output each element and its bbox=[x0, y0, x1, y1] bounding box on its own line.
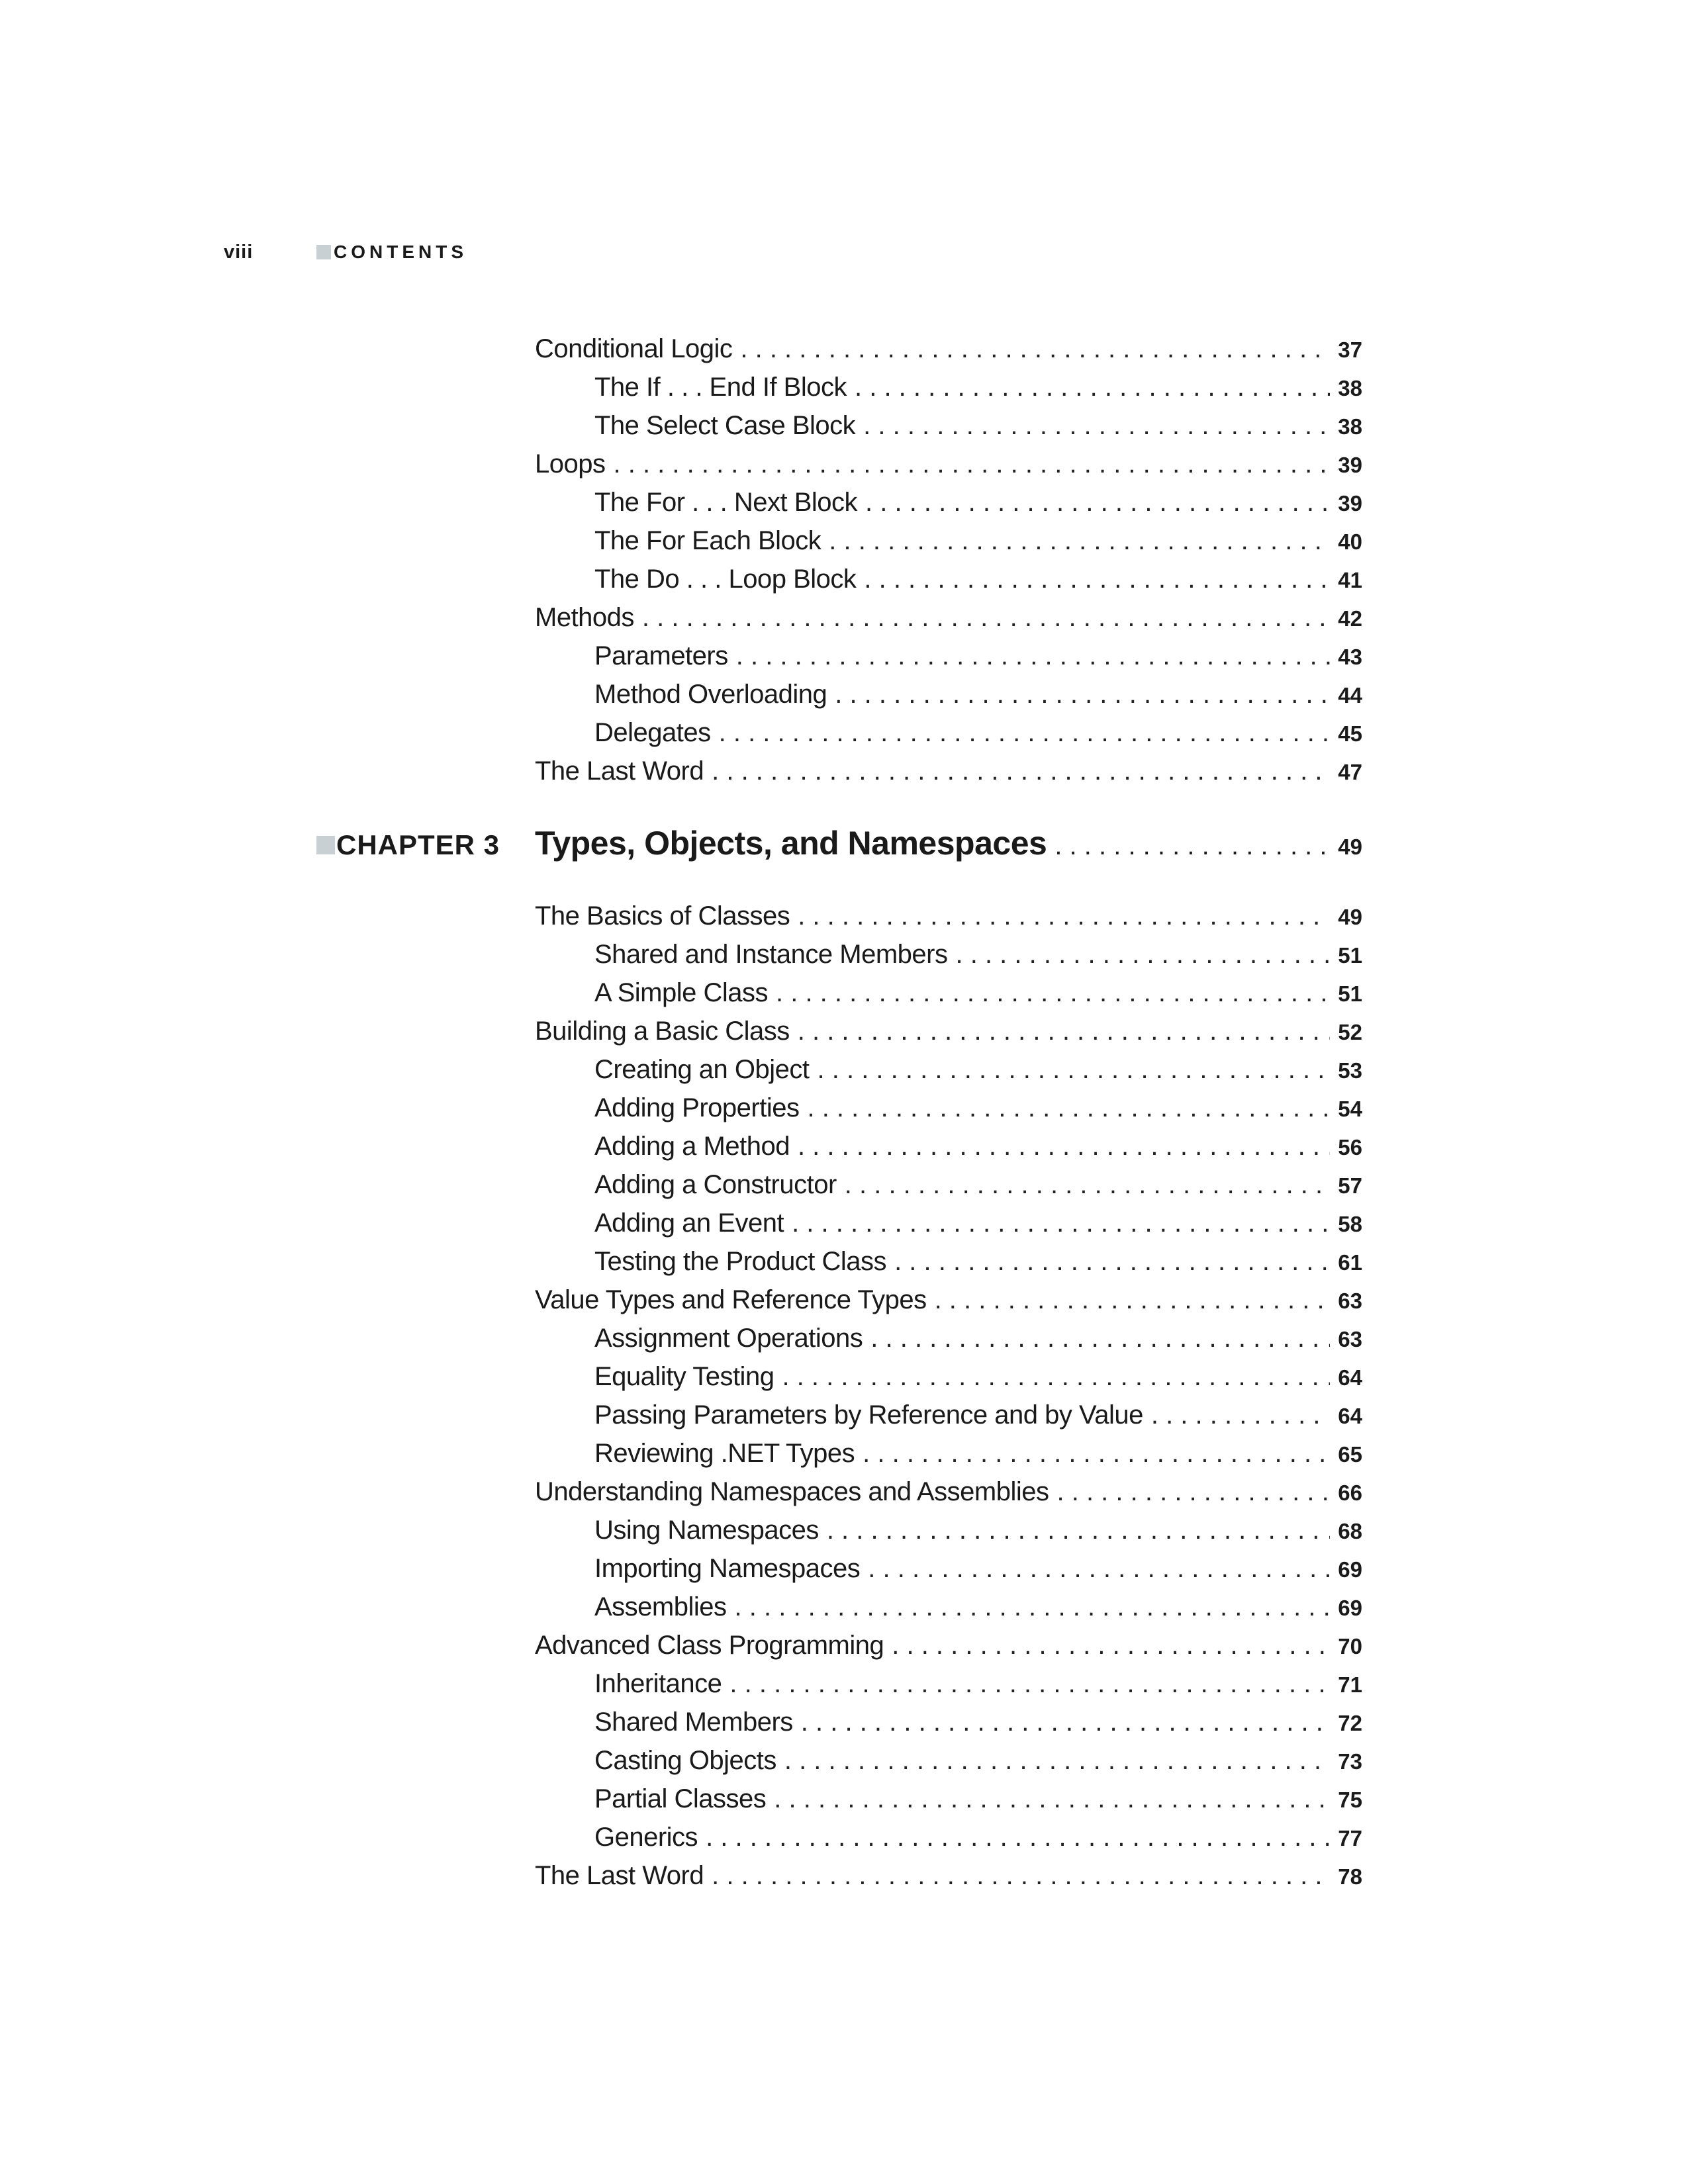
dot-leader bbox=[829, 522, 1330, 560]
toc-entry-page: 51 bbox=[1338, 943, 1362, 968]
toc-entry-page: 52 bbox=[1338, 1020, 1362, 1044]
toc-entry-page: 61 bbox=[1338, 1250, 1362, 1275]
toc-entry-title: Parameters bbox=[594, 641, 728, 670]
toc-entry bbox=[535, 974, 1362, 1012]
toc-entry-page: 39 bbox=[1338, 453, 1362, 477]
toc-entry-page: 64 bbox=[1338, 1365, 1362, 1390]
toc-entry-title: Value Types and Reference Types bbox=[535, 1285, 927, 1314]
toc-entry-title: Building a Basic Class bbox=[535, 1017, 790, 1046]
toc-section-chapter-2 bbox=[535, 330, 1362, 790]
dot-leader bbox=[807, 1089, 1330, 1127]
toc-entry bbox=[535, 1127, 1362, 1165]
toc-entry bbox=[535, 1204, 1362, 1242]
dot-leader bbox=[835, 675, 1330, 713]
toc-entry-title: Partial Classes bbox=[594, 1784, 767, 1813]
toc-entry-title: Testing the Product Class bbox=[594, 1247, 887, 1276]
toc-entry-title: Method Overloading bbox=[594, 680, 827, 709]
toc-entry-page: 70 bbox=[1338, 1634, 1362, 1659]
toc-entry-page: 75 bbox=[1338, 1788, 1362, 1812]
dot-leader bbox=[892, 1626, 1330, 1664]
toc-entry-page: 49 bbox=[1338, 905, 1362, 929]
dot-leader bbox=[776, 974, 1330, 1012]
dot-leader bbox=[868, 1549, 1330, 1588]
dot-leader bbox=[798, 1012, 1331, 1050]
toc-entry-page: 57 bbox=[1338, 1173, 1362, 1198]
toc-entry-page: 38 bbox=[1338, 376, 1362, 400]
toc-entry bbox=[535, 752, 1362, 790]
dot-leader bbox=[774, 1780, 1330, 1818]
toc-entry-page: 38 bbox=[1338, 414, 1362, 439]
square-bullet-icon bbox=[316, 245, 331, 259]
toc-entry bbox=[535, 1357, 1362, 1396]
dot-leader bbox=[870, 1319, 1330, 1357]
dot-leader bbox=[935, 1281, 1331, 1319]
toc-entry-title: Delegates bbox=[594, 718, 711, 747]
toc-entry bbox=[535, 1703, 1362, 1741]
toc-entry-page: 42 bbox=[1338, 606, 1362, 631]
dot-leader bbox=[863, 1434, 1330, 1473]
toc-entry bbox=[535, 522, 1362, 560]
toc-entry-page: 37 bbox=[1338, 338, 1362, 362]
toc-entry bbox=[535, 1856, 1362, 1895]
toc-entry bbox=[535, 483, 1362, 522]
toc-entry-title: The Last Word bbox=[535, 756, 704, 786]
toc-entry-page: 69 bbox=[1338, 1557, 1362, 1582]
toc-entry-title: Passing Parameters by Reference and by Value bbox=[594, 1400, 1143, 1430]
toc-entry bbox=[535, 1549, 1362, 1588]
toc-entry bbox=[535, 1050, 1362, 1089]
toc-entry-page: 71 bbox=[1338, 1672, 1362, 1697]
toc-entry-page: 69 bbox=[1338, 1596, 1362, 1620]
toc-entry-page: 41 bbox=[1338, 568, 1362, 592]
toc-entry-page: 64 bbox=[1338, 1404, 1362, 1428]
dot-leader bbox=[792, 1204, 1330, 1242]
toc-entry-title: Shared and Instance Members bbox=[594, 940, 948, 969]
toc-entry bbox=[535, 897, 1362, 935]
toc-entry-page: 63 bbox=[1338, 1327, 1362, 1351]
toc-entry-title: Adding a Constructor bbox=[594, 1170, 837, 1199]
toc-entry-title: Methods bbox=[535, 603, 634, 632]
dot-leader bbox=[706, 1818, 1330, 1856]
dot-leader bbox=[845, 1165, 1331, 1204]
toc-entry-page: 45 bbox=[1338, 721, 1362, 746]
toc-entry-page: 47 bbox=[1338, 760, 1362, 784]
chapter-label bbox=[316, 829, 535, 861]
toc-entry-title: The Basics of Classes bbox=[535, 901, 790, 931]
toc-entry bbox=[535, 1780, 1362, 1818]
dot-leader bbox=[1055, 831, 1330, 861]
dot-leader bbox=[865, 483, 1330, 522]
toc-entry bbox=[535, 1242, 1362, 1281]
dot-leader bbox=[740, 330, 1330, 368]
dot-leader bbox=[729, 1664, 1330, 1703]
toc-entry bbox=[535, 1165, 1362, 1204]
toc-entry-title: The For Each Block bbox=[594, 526, 821, 555]
dot-leader bbox=[864, 560, 1330, 598]
toc-entry bbox=[535, 713, 1362, 752]
toc-entry-title: Importing Namespaces bbox=[594, 1554, 861, 1583]
toc-entry bbox=[535, 406, 1362, 445]
toc-entry bbox=[535, 1511, 1362, 1549]
toc-entry-title: Adding an Event bbox=[594, 1208, 784, 1238]
toc-entry-title: Conditional Logic bbox=[535, 334, 733, 363]
toc-entry-title: Creating an Object bbox=[594, 1055, 810, 1084]
toc-entry-page: 44 bbox=[1338, 683, 1362, 707]
toc-entry bbox=[535, 1473, 1362, 1511]
toc-entry-title: The For . . . Next Block bbox=[594, 488, 858, 517]
toc-entry bbox=[535, 1434, 1362, 1473]
toc-entry bbox=[535, 560, 1362, 598]
toc-entry bbox=[535, 1588, 1362, 1626]
toc-entry-page: 68 bbox=[1338, 1519, 1362, 1543]
toc-entry bbox=[535, 1012, 1362, 1050]
toc-entry-page: 77 bbox=[1338, 1826, 1362, 1850]
dot-leader bbox=[613, 445, 1330, 483]
toc-entry-page: 58 bbox=[1338, 1212, 1362, 1236]
dot-leader bbox=[863, 406, 1330, 445]
dot-leader bbox=[1057, 1473, 1331, 1511]
dot-leader bbox=[736, 637, 1331, 675]
toc-entry-page: 78 bbox=[1338, 1864, 1362, 1889]
toc-entry-title: Equality Testing bbox=[594, 1362, 774, 1391]
toc-entry-title: Understanding Namespaces and Assemblies bbox=[535, 1477, 1049, 1506]
toc-entry-title: The If . . . End If Block bbox=[594, 373, 847, 402]
toc-entry bbox=[535, 368, 1362, 406]
chapter-page-number: 49 bbox=[1338, 835, 1362, 859]
dot-leader bbox=[712, 752, 1330, 790]
toc-entry bbox=[535, 598, 1362, 637]
dot-leader bbox=[735, 1588, 1331, 1626]
toc-entry-title: Using Namespaces bbox=[594, 1516, 819, 1545]
toc-entry-page: 53 bbox=[1338, 1058, 1362, 1083]
toc-entry-page: 51 bbox=[1338, 981, 1362, 1006]
toc-entry-page: 72 bbox=[1338, 1711, 1362, 1735]
dot-leader bbox=[784, 1741, 1330, 1780]
toc-entry-title: Reviewing .NET Types bbox=[594, 1439, 855, 1468]
toc-entry bbox=[535, 445, 1362, 483]
toc-entry-title: Generics bbox=[594, 1823, 698, 1852]
toc-entry-title: Inheritance bbox=[594, 1669, 722, 1698]
dot-leader bbox=[818, 1050, 1331, 1089]
toc-entry-title: The Last Word bbox=[535, 1861, 704, 1890]
toc-entry bbox=[535, 675, 1362, 713]
dot-leader bbox=[855, 368, 1330, 406]
chapter-heading bbox=[316, 824, 1362, 870]
dot-leader bbox=[782, 1357, 1330, 1396]
toc-entry-title: Assemblies bbox=[594, 1592, 727, 1621]
toc-entry-title: Adding Properties bbox=[594, 1093, 800, 1122]
chapter-title: Types, Objects, and Namespaces bbox=[535, 825, 1047, 862]
dot-leader bbox=[827, 1511, 1330, 1549]
toc-section-chapter-3 bbox=[535, 897, 1362, 1895]
toc-entry-title: The Do . . . Loop Block bbox=[594, 565, 857, 594]
toc-entry-title: Adding a Method bbox=[594, 1132, 790, 1161]
dot-leader bbox=[1151, 1396, 1330, 1434]
toc-entry-title: Assignment Operations bbox=[594, 1324, 863, 1353]
toc-entry bbox=[535, 935, 1362, 974]
toc-entry-page: 40 bbox=[1338, 529, 1362, 554]
toc-entry-title: The Select Case Block bbox=[594, 411, 856, 440]
toc-entry bbox=[535, 1741, 1362, 1780]
dot-leader bbox=[798, 897, 1330, 935]
dot-leader bbox=[801, 1703, 1330, 1741]
toc-entry-page: 66 bbox=[1338, 1480, 1362, 1505]
dot-leader bbox=[712, 1856, 1330, 1895]
toc-entry-title: Shared Members bbox=[594, 1707, 793, 1737]
page-number: viii bbox=[224, 242, 254, 263]
toc-entry bbox=[535, 1281, 1362, 1319]
dot-leader bbox=[894, 1242, 1330, 1281]
dot-leader bbox=[798, 1127, 1330, 1165]
toc-entry-title: Advanced Class Programming bbox=[535, 1631, 884, 1660]
toc-entry-page: 43 bbox=[1338, 645, 1362, 669]
toc-entry-page: 39 bbox=[1338, 491, 1362, 516]
toc-entry bbox=[535, 637, 1362, 675]
toc-entry-page: 54 bbox=[1338, 1097, 1362, 1121]
toc-entry bbox=[535, 1396, 1362, 1434]
dot-leader bbox=[955, 935, 1330, 974]
toc-entry bbox=[535, 1664, 1362, 1703]
toc-entry-title: Loops bbox=[535, 449, 606, 478]
toc-entry bbox=[535, 1626, 1362, 1664]
square-bullet-icon bbox=[316, 836, 335, 854]
toc-entry-page: 63 bbox=[1338, 1289, 1362, 1313]
toc-entry bbox=[535, 1818, 1362, 1856]
toc-entry-page: 56 bbox=[1338, 1135, 1362, 1160]
running-head bbox=[316, 242, 467, 263]
toc-entry-title: Casting Objects bbox=[594, 1746, 776, 1775]
chapter-number: CHAPTER 3 bbox=[336, 829, 500, 860]
toc-entry-page: 65 bbox=[1338, 1442, 1362, 1467]
dot-leader bbox=[719, 713, 1331, 752]
page-header bbox=[0, 242, 1688, 268]
running-head-label: CONTENTS bbox=[334, 242, 467, 262]
toc-entry-page: 73 bbox=[1338, 1749, 1362, 1774]
dot-leader bbox=[642, 598, 1330, 637]
toc-entry bbox=[535, 1089, 1362, 1127]
toc-entry bbox=[535, 330, 1362, 368]
toc-entry bbox=[535, 1319, 1362, 1357]
toc-entry-title: A Simple Class bbox=[594, 978, 768, 1007]
